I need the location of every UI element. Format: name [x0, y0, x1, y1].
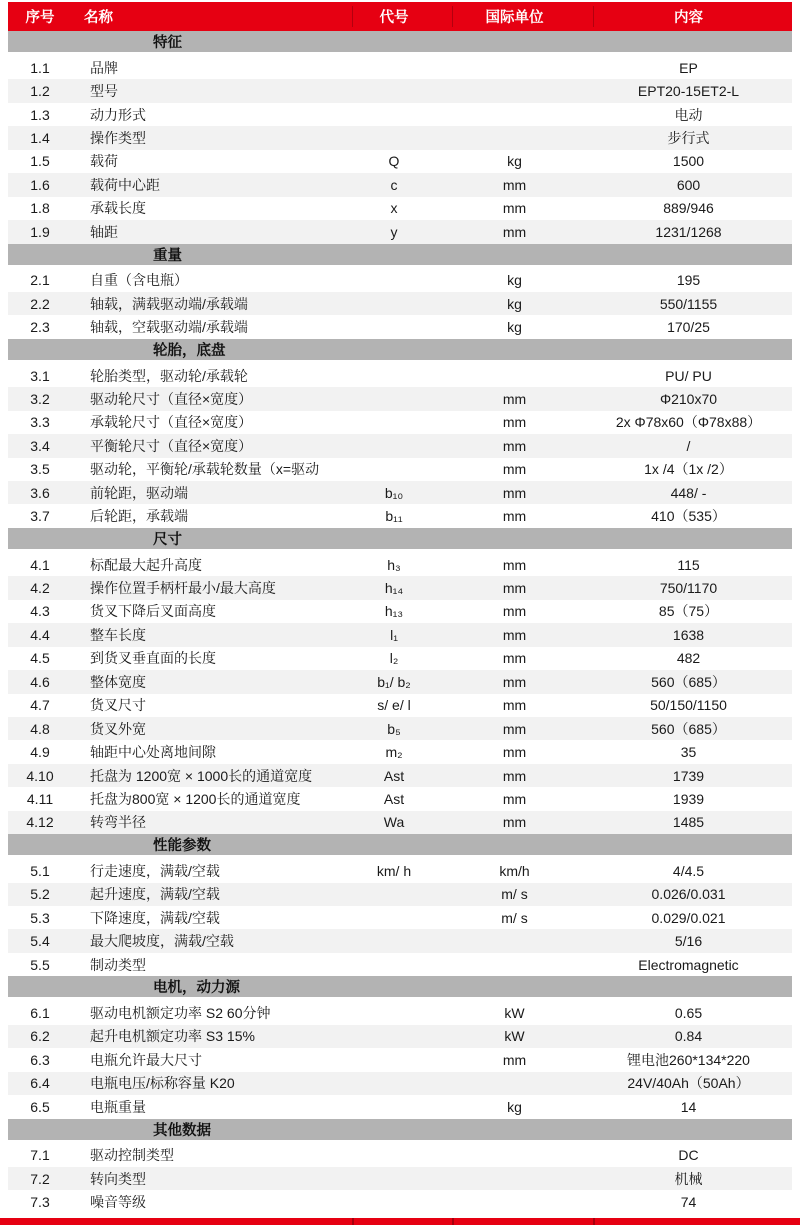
cell-no: 1.2	[30, 83, 50, 100]
section-title: 电机，动力源	[153, 980, 240, 997]
section-title: 尺寸	[153, 531, 182, 548]
table-row	[8, 953, 792, 976]
cell-code: h₁₄	[384, 580, 404, 597]
cell-value: 2x Φ78x60（Φ78x88）	[615, 414, 762, 431]
table-row	[8, 504, 792, 527]
cell-name: 转向类型	[90, 1170, 146, 1187]
cell-unit: mm	[502, 1051, 527, 1068]
cell-code	[344, 953, 444, 976]
cell-no: 5.4	[30, 933, 50, 950]
table-row	[8, 787, 792, 810]
cell-code	[344, 906, 444, 929]
cell-code	[344, 387, 444, 410]
cell-no: 1.1	[30, 59, 50, 76]
cell-name: 电瓶允许最大尺寸	[90, 1051, 202, 1068]
cell-value: 560（685）	[651, 673, 726, 690]
cell-no: 4.9	[30, 744, 50, 761]
cell-name: 下降速度，满载/空载	[90, 909, 220, 926]
cell-name: 后轮距，承载端	[90, 508, 188, 525]
cell-name: 载荷中心距	[90, 176, 160, 193]
cell-code: s/ e/ l	[377, 697, 411, 714]
cell-value: 5/16	[674, 933, 703, 950]
table-row	[8, 553, 792, 576]
table-row	[8, 647, 792, 670]
cell-no: 4.3	[30, 603, 50, 620]
cell-code	[344, 883, 444, 906]
cell-unit: mm	[502, 580, 527, 597]
table-row	[8, 929, 792, 952]
cell-no: 7.2	[30, 1170, 50, 1187]
cell-name: 驱动电机额定功率 S2 60分钟	[90, 1005, 271, 1022]
cell-name: 电瓶电压/标称容量 K20	[90, 1075, 235, 1092]
table-row	[8, 315, 792, 338]
cell-code	[344, 315, 444, 338]
cell-no: 3.7	[30, 508, 50, 525]
cell-name: 品牌	[90, 59, 118, 76]
cell-value: 电动	[674, 106, 703, 123]
table-row	[8, 883, 792, 906]
cell-name: 托盘为 1200宽 × 1000长的通道宽度	[90, 767, 313, 784]
table-row	[8, 197, 792, 220]
cell-value: Electromagnetic	[638, 956, 739, 973]
header-column-separator	[593, 6, 594, 27]
cell-unit: mm	[502, 223, 527, 240]
cell-value: 85（75）	[658, 603, 719, 620]
cell-no: 3.4	[30, 437, 50, 454]
cell-name: 平衡轮尺寸（直径×宽度）	[90, 437, 253, 454]
cell-value: 560（685）	[651, 720, 726, 737]
table-row	[8, 740, 792, 763]
cell-no: 1.6	[30, 176, 50, 193]
cell-unit	[444, 1072, 585, 1095]
section-title: 重量	[153, 247, 182, 264]
cell-unit: mm	[502, 556, 527, 573]
table-row	[8, 220, 792, 243]
cell-no: 4.1	[30, 556, 50, 573]
cell-code	[344, 103, 444, 126]
cell-code	[344, 1001, 444, 1024]
section-header	[8, 1119, 792, 1140]
cell-name: 轴距中心处离地间隙	[90, 744, 216, 761]
cell-no: 4.11	[26, 790, 54, 807]
cell-name: 自重（含电瓶）	[90, 272, 188, 289]
cell-name: 操作位置手柄杆最小/最大高度	[90, 580, 276, 597]
cell-unit	[444, 929, 585, 952]
cell-no: 3.2	[30, 390, 50, 407]
cell-name: 轴载，满载驱动端/承载端	[90, 295, 248, 312]
cell-code: Ast	[383, 790, 405, 807]
cell-code	[344, 1048, 444, 1071]
cell-name: 电瓶重量	[90, 1098, 146, 1115]
cell-unit: kW	[504, 1028, 525, 1045]
cell-value: DC	[678, 1147, 699, 1164]
cell-code	[344, 1095, 444, 1118]
section-header	[8, 976, 792, 997]
cell-name: 轴载，空载驱动端/承载端	[90, 319, 248, 336]
cell-value: 74	[680, 1194, 697, 1211]
cell-value: 1638	[672, 626, 705, 643]
cell-value: 24V/40Ah（50Ah）	[627, 1075, 750, 1092]
cell-unit: kg	[507, 1098, 522, 1115]
cell-unit: mm	[502, 390, 527, 407]
cell-no: 4.6	[30, 673, 50, 690]
cell-value: 482	[676, 650, 701, 667]
column-header-name: 名称	[84, 10, 113, 26]
cell-code	[344, 1144, 444, 1167]
cell-code: l₂	[389, 650, 399, 667]
cell-value: 机械	[674, 1170, 703, 1187]
table-row	[8, 173, 792, 196]
table-row	[8, 434, 792, 457]
cell-no: 4.7	[30, 697, 50, 714]
cell-no: 4.10	[26, 767, 54, 784]
table-row	[8, 1001, 792, 1024]
cell-code: Wa	[383, 814, 405, 831]
cell-name: 行走速度，满载/空载	[90, 862, 220, 879]
cell-no: 4.4	[30, 626, 50, 643]
cell-value: 1x /4（1x /2）	[644, 461, 733, 478]
cell-unit	[444, 1167, 585, 1190]
cell-code	[344, 458, 444, 481]
cell-unit: mm	[502, 461, 527, 478]
cell-no: 4.8	[30, 720, 50, 737]
cell-no: 5.5	[30, 956, 50, 973]
cell-value: 600	[676, 176, 701, 193]
cell-unit: mm	[502, 673, 527, 690]
section-header	[8, 834, 792, 855]
cell-unit	[444, 126, 585, 149]
cell-unit: mm	[502, 790, 527, 807]
cell-value: 0.026/0.031	[651, 886, 726, 903]
header-column-separator	[352, 6, 353, 27]
table-row	[8, 481, 792, 504]
cell-value: 115	[677, 556, 700, 573]
table-row	[8, 79, 792, 102]
cell-no: 7.1	[30, 1147, 50, 1164]
cell-name: 承载长度	[90, 200, 146, 217]
table-row	[8, 1167, 792, 1190]
cell-code	[344, 79, 444, 102]
cell-value: 750/1170	[659, 580, 718, 597]
cell-code	[344, 1072, 444, 1095]
cell-no: 3.6	[30, 484, 50, 501]
cell-name: 整体宽度	[90, 673, 146, 690]
cell-no: 6.2	[30, 1028, 50, 1045]
cell-code	[344, 1190, 444, 1213]
cell-code	[344, 364, 444, 387]
cell-name: 前轮距，驱动端	[90, 484, 188, 501]
cell-unit: mm	[502, 697, 527, 714]
cell-unit: mm	[502, 814, 527, 831]
cell-name: 标配最大起升高度	[90, 556, 202, 573]
table-row	[8, 126, 792, 149]
cell-unit: mm	[502, 744, 527, 761]
cell-unit: mm	[502, 603, 527, 620]
cell-value: 锂电池260*134*220	[627, 1051, 750, 1068]
cell-name: 操作类型	[90, 130, 146, 147]
cell-value: 0.84	[674, 1028, 703, 1045]
table-row	[8, 623, 792, 646]
section-header	[8, 31, 792, 52]
cell-name: 到货叉垂直面的长度	[90, 650, 216, 667]
cell-unit	[444, 1190, 585, 1213]
cell-value: 170/25	[667, 319, 710, 336]
cell-value: 889/946	[663, 200, 714, 217]
table-row	[8, 1144, 792, 1167]
cell-name: 型号	[90, 83, 118, 100]
table-row	[8, 387, 792, 410]
cell-value: 1739	[672, 767, 705, 784]
cell-name: 驱动轮尺寸（直径×宽度）	[90, 390, 253, 407]
cell-value: 195	[676, 272, 701, 289]
cell-no: 4.5	[30, 650, 50, 667]
cell-code: l₁	[390, 626, 398, 643]
cell-value: 448/ -	[670, 484, 707, 501]
cell-code: b₁₀	[384, 484, 404, 501]
table-row	[8, 150, 792, 173]
cell-name: 转弯半径	[90, 814, 146, 831]
cell-value: 1500	[672, 153, 705, 170]
table-row	[8, 103, 792, 126]
cell-no: 1.3	[30, 106, 50, 123]
table-row	[8, 717, 792, 740]
cell-unit	[444, 79, 585, 102]
cell-value: 1485	[672, 814, 705, 831]
cell-name: 载荷	[90, 153, 118, 170]
cell-value: 1939	[672, 790, 705, 807]
cell-name: 制动类型	[90, 956, 146, 973]
cell-name: 托盘为800宽 × 1200长的通道宽度	[90, 790, 301, 807]
cell-code	[344, 1167, 444, 1190]
cell-no: 4.12	[26, 814, 54, 831]
cell-unit: mm	[502, 414, 527, 431]
cell-no: 1.4	[30, 130, 50, 147]
cell-code	[344, 56, 444, 79]
cell-code	[344, 411, 444, 434]
cell-unit	[444, 1144, 585, 1167]
table-row	[8, 1072, 792, 1095]
cell-no: 3.1	[30, 367, 50, 384]
cell-unit: kg	[507, 272, 522, 289]
cell-code	[344, 434, 444, 457]
column-header-unit: 国际单位	[485, 10, 544, 26]
table-header-row	[8, 2, 792, 31]
table-row	[8, 600, 792, 623]
cell-value: 14	[680, 1098, 697, 1115]
column-header-no: 序号	[25, 10, 55, 26]
cell-no: 6.1	[30, 1005, 50, 1022]
cell-unit: kg	[507, 319, 522, 336]
cell-no: 1.8	[30, 200, 50, 217]
cell-no: 1.5	[30, 153, 50, 170]
table-row	[8, 764, 792, 787]
cell-no: 1.9	[30, 223, 50, 240]
cell-code: b₅	[387, 720, 401, 737]
cell-value: 步行式	[667, 130, 710, 147]
cell-no: 6.3	[30, 1051, 50, 1068]
cell-no: 7.3	[30, 1194, 50, 1211]
spec-table-body	[8, 31, 792, 1214]
cell-code: x	[390, 200, 398, 217]
cell-value: /	[686, 437, 691, 454]
cell-no: 3.3	[30, 414, 50, 431]
cell-no: 6.5	[30, 1098, 50, 1115]
cell-code: b₁/ b₂	[377, 673, 411, 690]
cell-name: 最大爬坡度，满载/空载	[90, 933, 234, 950]
table-row	[8, 1190, 792, 1213]
cell-name: 起升速度，满载/空载	[90, 886, 220, 903]
cell-unit: kg	[507, 295, 522, 312]
cell-unit: mm	[502, 626, 527, 643]
table-row	[8, 906, 792, 929]
cell-code	[344, 269, 444, 292]
cell-unit: mm	[502, 484, 527, 501]
cell-value: EP	[679, 59, 698, 76]
cell-name: 承载轮尺寸（直径×宽度）	[90, 414, 253, 431]
cell-name: 噪音等级	[90, 1194, 146, 1211]
table-row	[8, 1095, 792, 1118]
table-row	[8, 811, 792, 834]
table-row	[8, 458, 792, 481]
cell-unit: m/ s	[501, 886, 528, 903]
cell-unit: mm	[502, 437, 527, 454]
cell-name: 轮胎类型，驱动轮/承载轮	[90, 367, 248, 384]
cell-unit: mm	[502, 200, 527, 217]
cell-no: 2.2	[30, 295, 50, 312]
cell-code	[344, 292, 444, 315]
cell-name: 轴距	[90, 223, 118, 240]
cell-code: Q	[388, 153, 400, 170]
cell-unit: mm	[502, 176, 527, 193]
table-row	[8, 411, 792, 434]
cell-no: 5.2	[30, 886, 50, 903]
table-row	[8, 670, 792, 693]
cell-unit	[444, 953, 585, 976]
cell-unit: mm	[502, 767, 527, 784]
cell-code	[344, 929, 444, 952]
cell-unit	[444, 103, 585, 126]
cell-name: 驱动控制类型	[90, 1147, 174, 1164]
bottom-red-bar	[0, 1218, 800, 1225]
table-row	[8, 1025, 792, 1048]
column-header-code: 代号	[379, 10, 409, 26]
cell-no: 4.2	[30, 580, 50, 597]
cell-value: 0.029/0.021	[651, 909, 726, 926]
table-row	[8, 56, 792, 79]
cell-value: EPT20-15ET2-L	[637, 83, 740, 100]
cell-unit: km/h	[499, 862, 530, 879]
table-row	[8, 694, 792, 717]
cell-value: 550/1155	[659, 295, 718, 312]
section-header	[8, 244, 792, 265]
table-row	[8, 292, 792, 315]
cell-code: m₂	[385, 744, 403, 761]
column-separator	[352, 1218, 354, 1225]
section-title: 轮胎，底盘	[153, 342, 226, 359]
cell-name: 起升电机额定功率 S3 15%	[90, 1028, 255, 1045]
column-separator	[593, 1218, 595, 1225]
column-separator	[452, 1218, 454, 1225]
cell-value: 1231/1268	[655, 223, 722, 240]
cell-no: 5.3	[30, 909, 50, 926]
cell-code: Ast	[383, 767, 405, 784]
section-header	[8, 339, 792, 360]
cell-value: 0.65	[674, 1005, 703, 1022]
table-row	[8, 859, 792, 882]
cell-unit: kW	[504, 1005, 525, 1022]
cell-name: 整车长度	[90, 626, 146, 643]
cell-unit: kg	[507, 153, 522, 170]
section-title: 性能参数	[153, 838, 211, 855]
cell-code	[344, 126, 444, 149]
cell-no: 5.1	[30, 862, 50, 879]
column-header-value: 内容	[674, 10, 703, 26]
cell-name: 货叉尺寸	[90, 697, 146, 714]
cell-no: 2.3	[30, 319, 50, 336]
section-title: 特征	[153, 35, 182, 51]
cell-value: 35	[680, 744, 697, 761]
cell-code: h₁₃	[384, 603, 404, 620]
cell-no: 6.4	[30, 1075, 50, 1092]
cell-value: 50/150/1150	[650, 697, 727, 714]
cell-no: 3.5	[30, 461, 50, 478]
cell-unit: mm	[502, 508, 527, 525]
cell-value: 4/4.5	[672, 862, 705, 879]
cell-unit: mm	[502, 720, 527, 737]
cell-no: 2.1	[30, 272, 50, 289]
cell-code	[344, 1025, 444, 1048]
table-row	[8, 269, 792, 292]
cell-code: y	[390, 223, 398, 240]
cell-code: h₃	[387, 556, 401, 573]
table-row	[8, 364, 792, 387]
table-row	[8, 576, 792, 599]
cell-name: 动力形式	[90, 106, 146, 123]
cell-code: km/ h	[376, 862, 412, 879]
table-row	[8, 1048, 792, 1071]
cell-value: PU/ PU	[665, 367, 712, 384]
cell-unit: m/ s	[501, 909, 528, 926]
cell-unit	[444, 364, 585, 387]
cell-value: 410（535）	[651, 508, 726, 525]
header-column-separator	[452, 6, 453, 27]
cell-name: 驱动轮，平衡轮/承载轮数量（x=驱动	[90, 461, 320, 478]
section-title: 其他数据	[153, 1122, 211, 1139]
cell-value: Φ210x70	[659, 390, 718, 407]
cell-name: 货叉外宽	[90, 720, 146, 737]
cell-unit: mm	[502, 650, 527, 667]
cell-unit	[444, 56, 585, 79]
cell-code: b₁₁	[385, 508, 403, 525]
cell-name: 货叉下降后叉面高度	[90, 603, 216, 620]
section-header	[8, 528, 792, 549]
cell-code: c	[390, 176, 398, 193]
